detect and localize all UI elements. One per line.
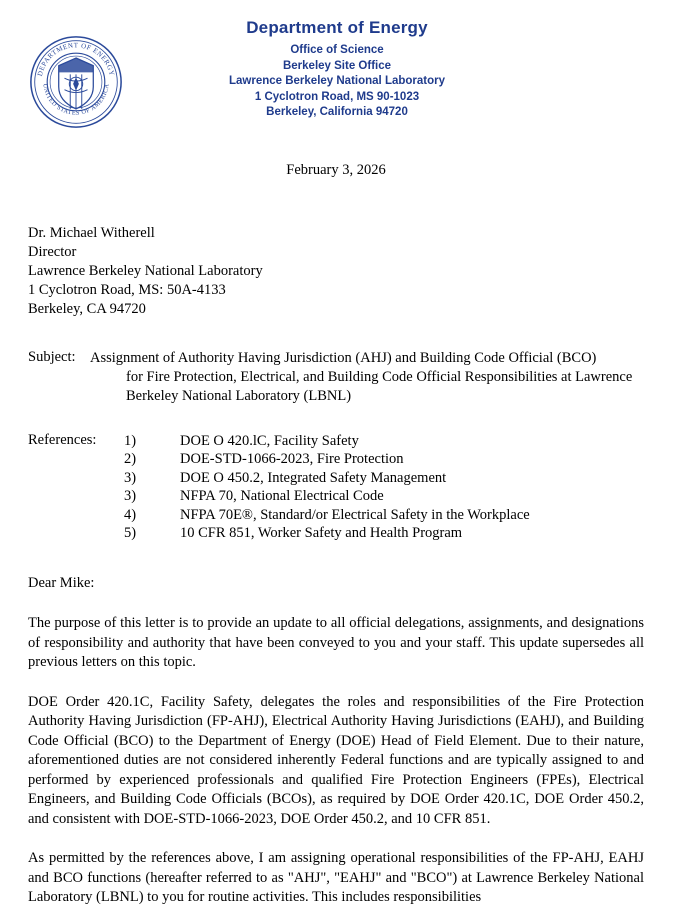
reference-item: [124, 506, 644, 525]
reference-text: DOE O 420.lC, Facility Safety: [180, 432, 359, 449]
addressee-line-2: Director: [28, 243, 77, 260]
letterhead-line-1: Office of Science: [290, 44, 384, 56]
reference-item: [124, 524, 644, 543]
references-list: [124, 432, 644, 543]
reference-number: 5): [124, 525, 137, 541]
reference-number: 3): [124, 488, 137, 504]
letterhead-line-3: Lawrence Berkeley National Laboratory: [228, 75, 446, 87]
reference-item: [124, 432, 644, 451]
letterhead-line-4: 1 Cyclotron Road, MS 90-1023: [254, 90, 420, 103]
subject-text: [90, 349, 644, 406]
references-label: References:: [28, 431, 97, 448]
agency-name: Department of Energy: [246, 18, 428, 37]
addressee-line-1: Dr. Michael Witherell: [28, 224, 155, 241]
letterhead: [0, 0, 674, 138]
addressee-line-5: Berkeley, CA 94720: [28, 300, 146, 317]
reference-item: [124, 487, 644, 506]
reference-number: 4): [124, 506, 137, 523]
reference-number: 2): [124, 451, 137, 467]
subject-block: [28, 349, 644, 406]
reference-text: NFPA 70E®, Standard/or Electrical Safety in the Workplace: [180, 506, 530, 523]
reference-item: [124, 469, 644, 488]
salutation: Dear Mike:: [28, 574, 95, 591]
reference-text: DOE O 450.2, Integrated Safety Management: [180, 469, 447, 486]
letterhead-line-5: Berkeley, California 94720: [266, 106, 408, 118]
reference-number: 3): [124, 469, 137, 486]
addressee-line-3: Lawrence Berkeley National Laboratory: [28, 262, 263, 279]
reference-text: 10 CFR 851, Worker Safety and Health Program: [180, 525, 463, 541]
letterhead-line-2: Berkeley Site Office: [282, 59, 392, 72]
reference-text: NFPA 70, National Electrical Code: [180, 488, 384, 504]
body-paragraph-3: As permitted by the references above, I am assigning operational responsibilities of the FP-AHJ, EAHJ and BCO functions (hereafter referred to as "AHJ", "EAHJ" and "BCO") at Lawrence Berkeley National Laboratory (LBNL) to you for routine activities. This includes responsibilities: [28, 850, 644, 905]
body-paragraph-1: The purpose of this letter is to provide an update to all official delegations, assignments, and designations of responsibility and authority that have been conveyed to you and your staff. This update supersedes all previous letters on this topic.: [28, 615, 644, 670]
letter-body: [0, 162, 674, 908]
reference-item: [124, 450, 644, 469]
svg-text:UNITED STATES OF AMERICA: UNITED STATES OF AMERICA: [41, 83, 111, 117]
letter-date: February 3, 2026: [286, 162, 386, 178]
body-paragraph-2: DOE Order 420.1C, Facility Safety, delegates the roles and responsibilities of the Fire Protection Authority Having Jurisdiction (FP-AHJ), Electrical Authority Having Jurisdictions (EAHJ), and Building Code Official (BCO) to the Department of Energy (DOE) Head of Field Element. Due to their nature, aforementioned duties are not considered inherently Federal functions and are typically assigned to and performed by experienced professionals and qualified Fire Protection Engineers (FPEs), Electrical Engineers, and Building Code Officials (BCOs), as required by DOE Order 420.1C, DOE Order 450.2, and consistent with DOE-STD-1066-2023, DOE Order 450.2, and 10 CFR 851.: [28, 693, 644, 827]
svg-text:DEPARTMENT OF ENERGY: DEPARTMENT OF ENERGY: [36, 42, 116, 77]
subject-line-1: Assignment of Authority Having Jurisdiction (AHJ) and Building Code Official (BCO): [90, 349, 597, 366]
addressee-block: [28, 224, 644, 319]
subject-label: Subject:: [28, 348, 76, 365]
doe-seal-icon: [28, 34, 124, 130]
reference-number: 1): [124, 432, 137, 449]
references-block: [28, 432, 644, 543]
subject-line-3: Berkeley National Laboratory (LBNL): [126, 387, 352, 404]
addressee-line-4: 1 Cyclotron Road, MS: 50A-4133: [28, 281, 226, 298]
reference-text: DOE-STD-1066-2023, Fire Protection: [180, 451, 404, 467]
subject-line-2: for Fire Protection, Electrical, and Building Code Official Responsibilities at Lawrence: [126, 368, 633, 385]
